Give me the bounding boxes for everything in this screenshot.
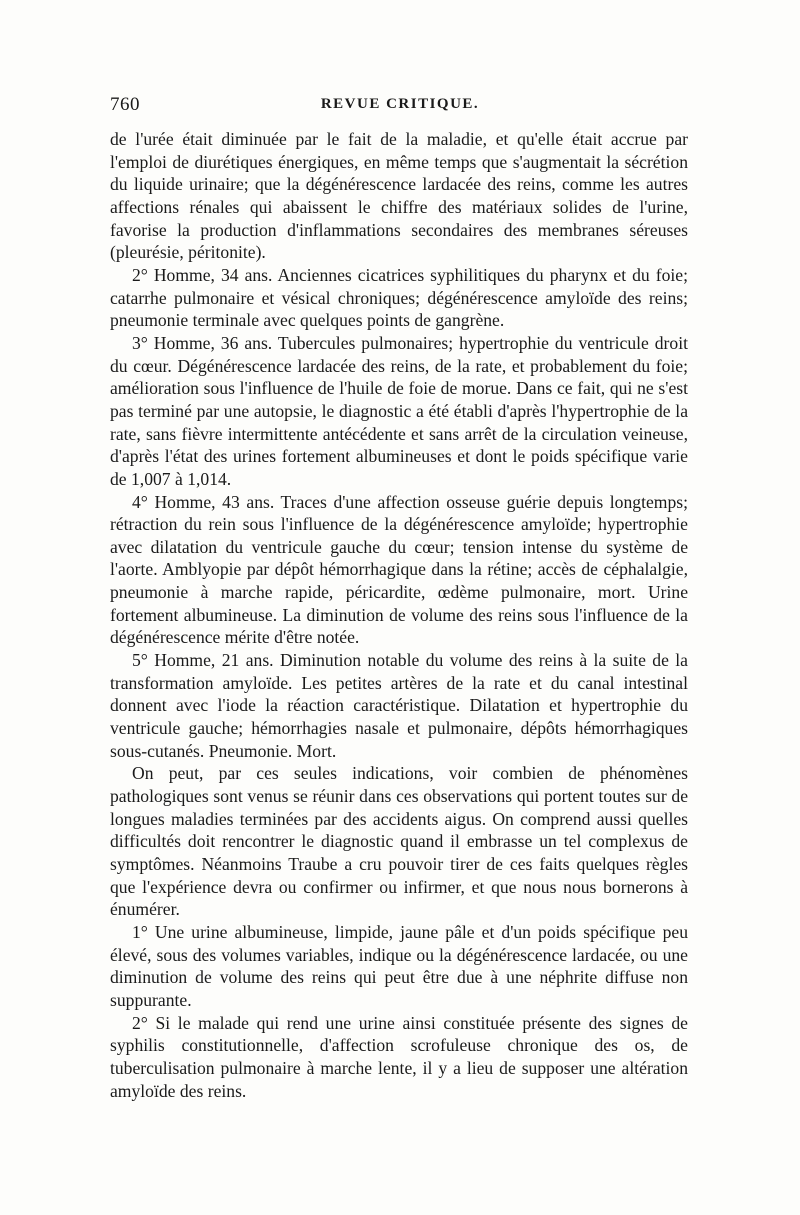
page-number: 760	[110, 94, 140, 115]
paragraph-continuation: de l'urée était diminuée par le fait de la maladie, et qu'elle était accrue par l'emploi de diurétiques énergiques, en même temps que s'augmentait la sécrétion du liquide urinaire; que la dégénérescence lardacée des reins, comme les autres affections rénales qui abaissent le chiffre des matériaux solides de l'urine, favorise la production d'inflammations secondaires des membranes séreuses (pleurésie, péritonite).	[110, 129, 688, 263]
paragraph-discussion: On peut, par ces seules indications, voir combien de phénomènes pathologiques sont venus se réunir dans ces observations qui portent toutes sur de longues maladies terminées par des accidents aigus. On comprend aussi quelles difficultés doit rencontrer le diagnostic quand il embrasse un tel complexus de symptômes. Néanmoins Traube a cru pouvoir tirer de ces faits quelques règles que l'expérience devra ou confirmer ou infirmer, et que nous nous bornerons à énumérer.	[110, 763, 688, 920]
paragraph-rule-1: 1° Une urine albumineuse, limpide, jaune pâle et d'un poids spécifique peu élevé, sous des volumes variables, indique ou la dégénérescence lardacée, ou une diminution de volume des reins qui peut être due à une néphrite diffuse non suppurante.	[110, 921, 688, 1010]
journal-title: REVUE CRITIQUE.	[320, 96, 480, 112]
running-header	[110, 94, 690, 118]
paragraph-case-2: 2° Homme, 34 ans. Anciennes cicatrices syphilitiques du pharynx et du foie; catarrhe pulmonaire et vésical chroniques; dégénérescence amyloïde des reins; pneumonie terminale avec quelques points de gangrène.	[110, 264, 688, 331]
paragraph-case-5: 5° Homme, 21 ans. Diminution notable du volume des reins à la suite de la transformation amyloïde. Les petites artères de la rate et du canal intestinal donnent avec l'iode la réaction caractéristique. Dilatation et hypertrophie du ventricule gauche; hémorrhagies nasale et pulmonaire, dépôts hémorrhagiques sous-cutanés. Pneumonie. Mort.	[110, 650, 688, 761]
paragraph-case-3: 3° Homme, 36 ans. Tubercules pulmonaires; hypertrophie du ventricule droit du cœur. Dégénérescence lardacée des reins, de la rate, et probablement du foie; amélioration sous l'influence de l'huile de foie de morue. Dans ce fait, qui ne s'est pas terminé par une autopsie, le diagnostic a été établi d'après l'hypertrophie de la rate, sans fièvre intermittente antécédente et sans arrêt de la circulation veineuse, d'après l'état des urines fortement albumineuses et dont le poids spécifique varie de 1,007 à 1,014.	[110, 332, 688, 489]
paragraph-rule-2: 2° Si le malade qui rend une urine ainsi constituée présente des signes de syphilis constitutionnelle, d'affection scrofuleuse chronique des os, de tuberculisation pulmonaire à marche lente, il y a lieu de supposer une altération amyloïde des reins.	[110, 1012, 688, 1101]
body-text	[110, 128, 688, 1102]
paragraph-case-4: 4° Homme, 43 ans. Traces d'une affection osseuse guérie depuis longtemps; rétraction du rein sous l'influence de la dégénérescence amyloïde; hypertrophie avec dilatation du ventricule gauche du cœur; tension intense du système de l'aorte. Amblyopie par dépôt hémorrhagique dans la rétine; accès de céphalalgie, pneumonie à marche rapide, péricardite, œdème pulmonaire, mort. Urine fortement albumineuse. La diminution de volume des reins sous l'influence de la dégénérescence mérite d'être notée.	[110, 491, 688, 648]
